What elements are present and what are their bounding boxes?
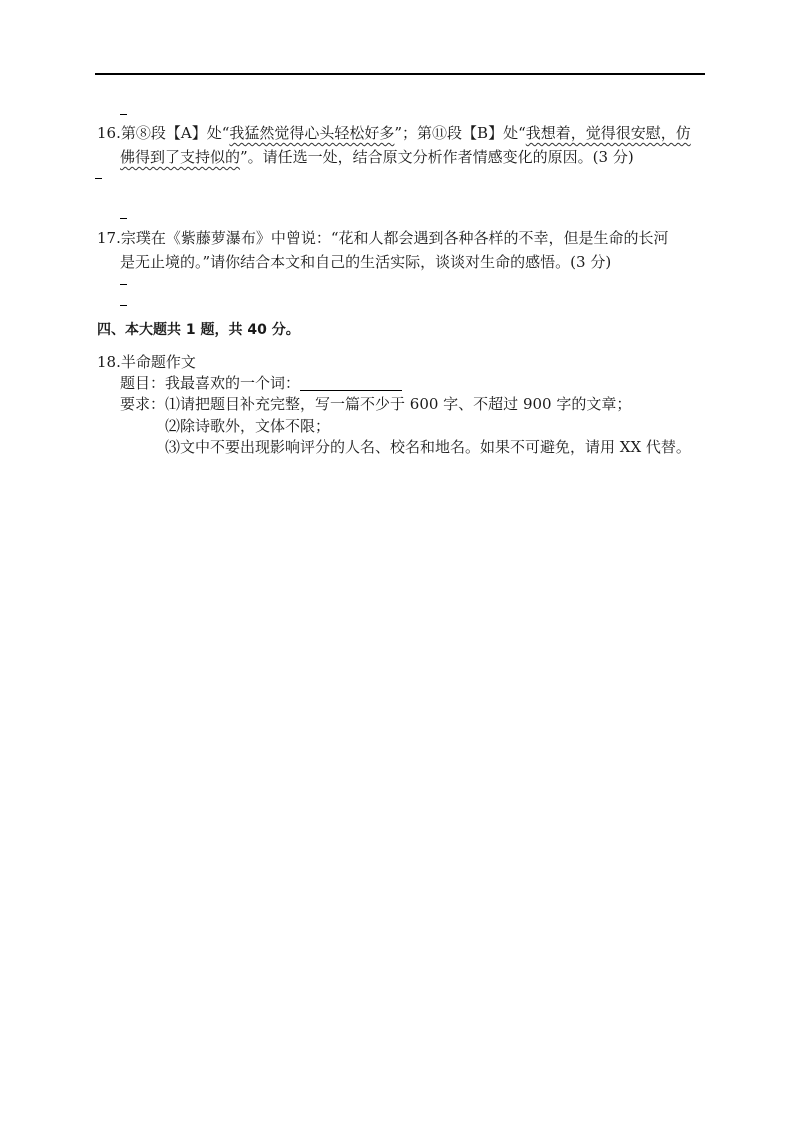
quote-b-part-2: 佛得到了支持似的 [120,148,241,166]
requirement-3 [165,437,691,457]
section-heading: 四、本大题共 1 题，共 40 分。 [97,322,300,338]
requirements-label: 要求： [120,395,166,413]
quote-b-part-1: 我想着，觉得很安慰，仿 [525,124,691,142]
essay-prompt [120,373,402,393]
question-17-line-1 [97,228,669,248]
question-16-line-2 [120,147,634,167]
requirement-text: ⑴请把题目补充完整，写一篇不少于 600 字、不超过 900 字的文章； [165,395,632,413]
header-rule [95,73,705,75]
question-text: 第⑧段【A】处“ [120,124,230,142]
question-text: 是无止境的。”请你结合本文和自己的生活实际，谈谈对生命的感悟。(3 分) [120,253,612,271]
title-fill-blank [300,376,402,391]
requirement-2 [165,416,330,436]
requirement-text: ⑵除诗歌外，文体不限； [165,417,331,435]
question-number: 17. [97,229,121,247]
answer-blank [120,114,127,115]
question-text: 宗璞在《紫藤萝瀑布》中曾说：“花和人都会遇到各种各样的不幸，但是生命的长河 [120,229,669,247]
question-text: ”；第⑪段【B】处“ [394,124,526,142]
answer-blank [120,305,127,306]
quote-a: 我猛然觉得心头轻松好多 [229,124,395,142]
question-17-line-2 [120,252,611,272]
question-text: ”。请任选一处，结合原文分析作者情感变化的原因。(3 分) [240,148,634,166]
question-number: 16. [97,124,121,142]
question-number: 18. [97,353,121,371]
answer-blank [95,178,102,179]
essay-prompt-text: 题目：我最喜欢的一个词： [120,374,301,392]
question-text: 半命题作文 [120,353,196,371]
requirement-text: ⑶文中不要出现影响评分的人名、校名和地名。如果不可避免，请用 XX 代替。 [165,438,691,456]
requirement-1 [120,394,631,414]
question-18-title [97,352,196,372]
answer-blank [120,218,127,219]
answer-blank [120,284,127,285]
question-16-line-1 [97,123,691,143]
